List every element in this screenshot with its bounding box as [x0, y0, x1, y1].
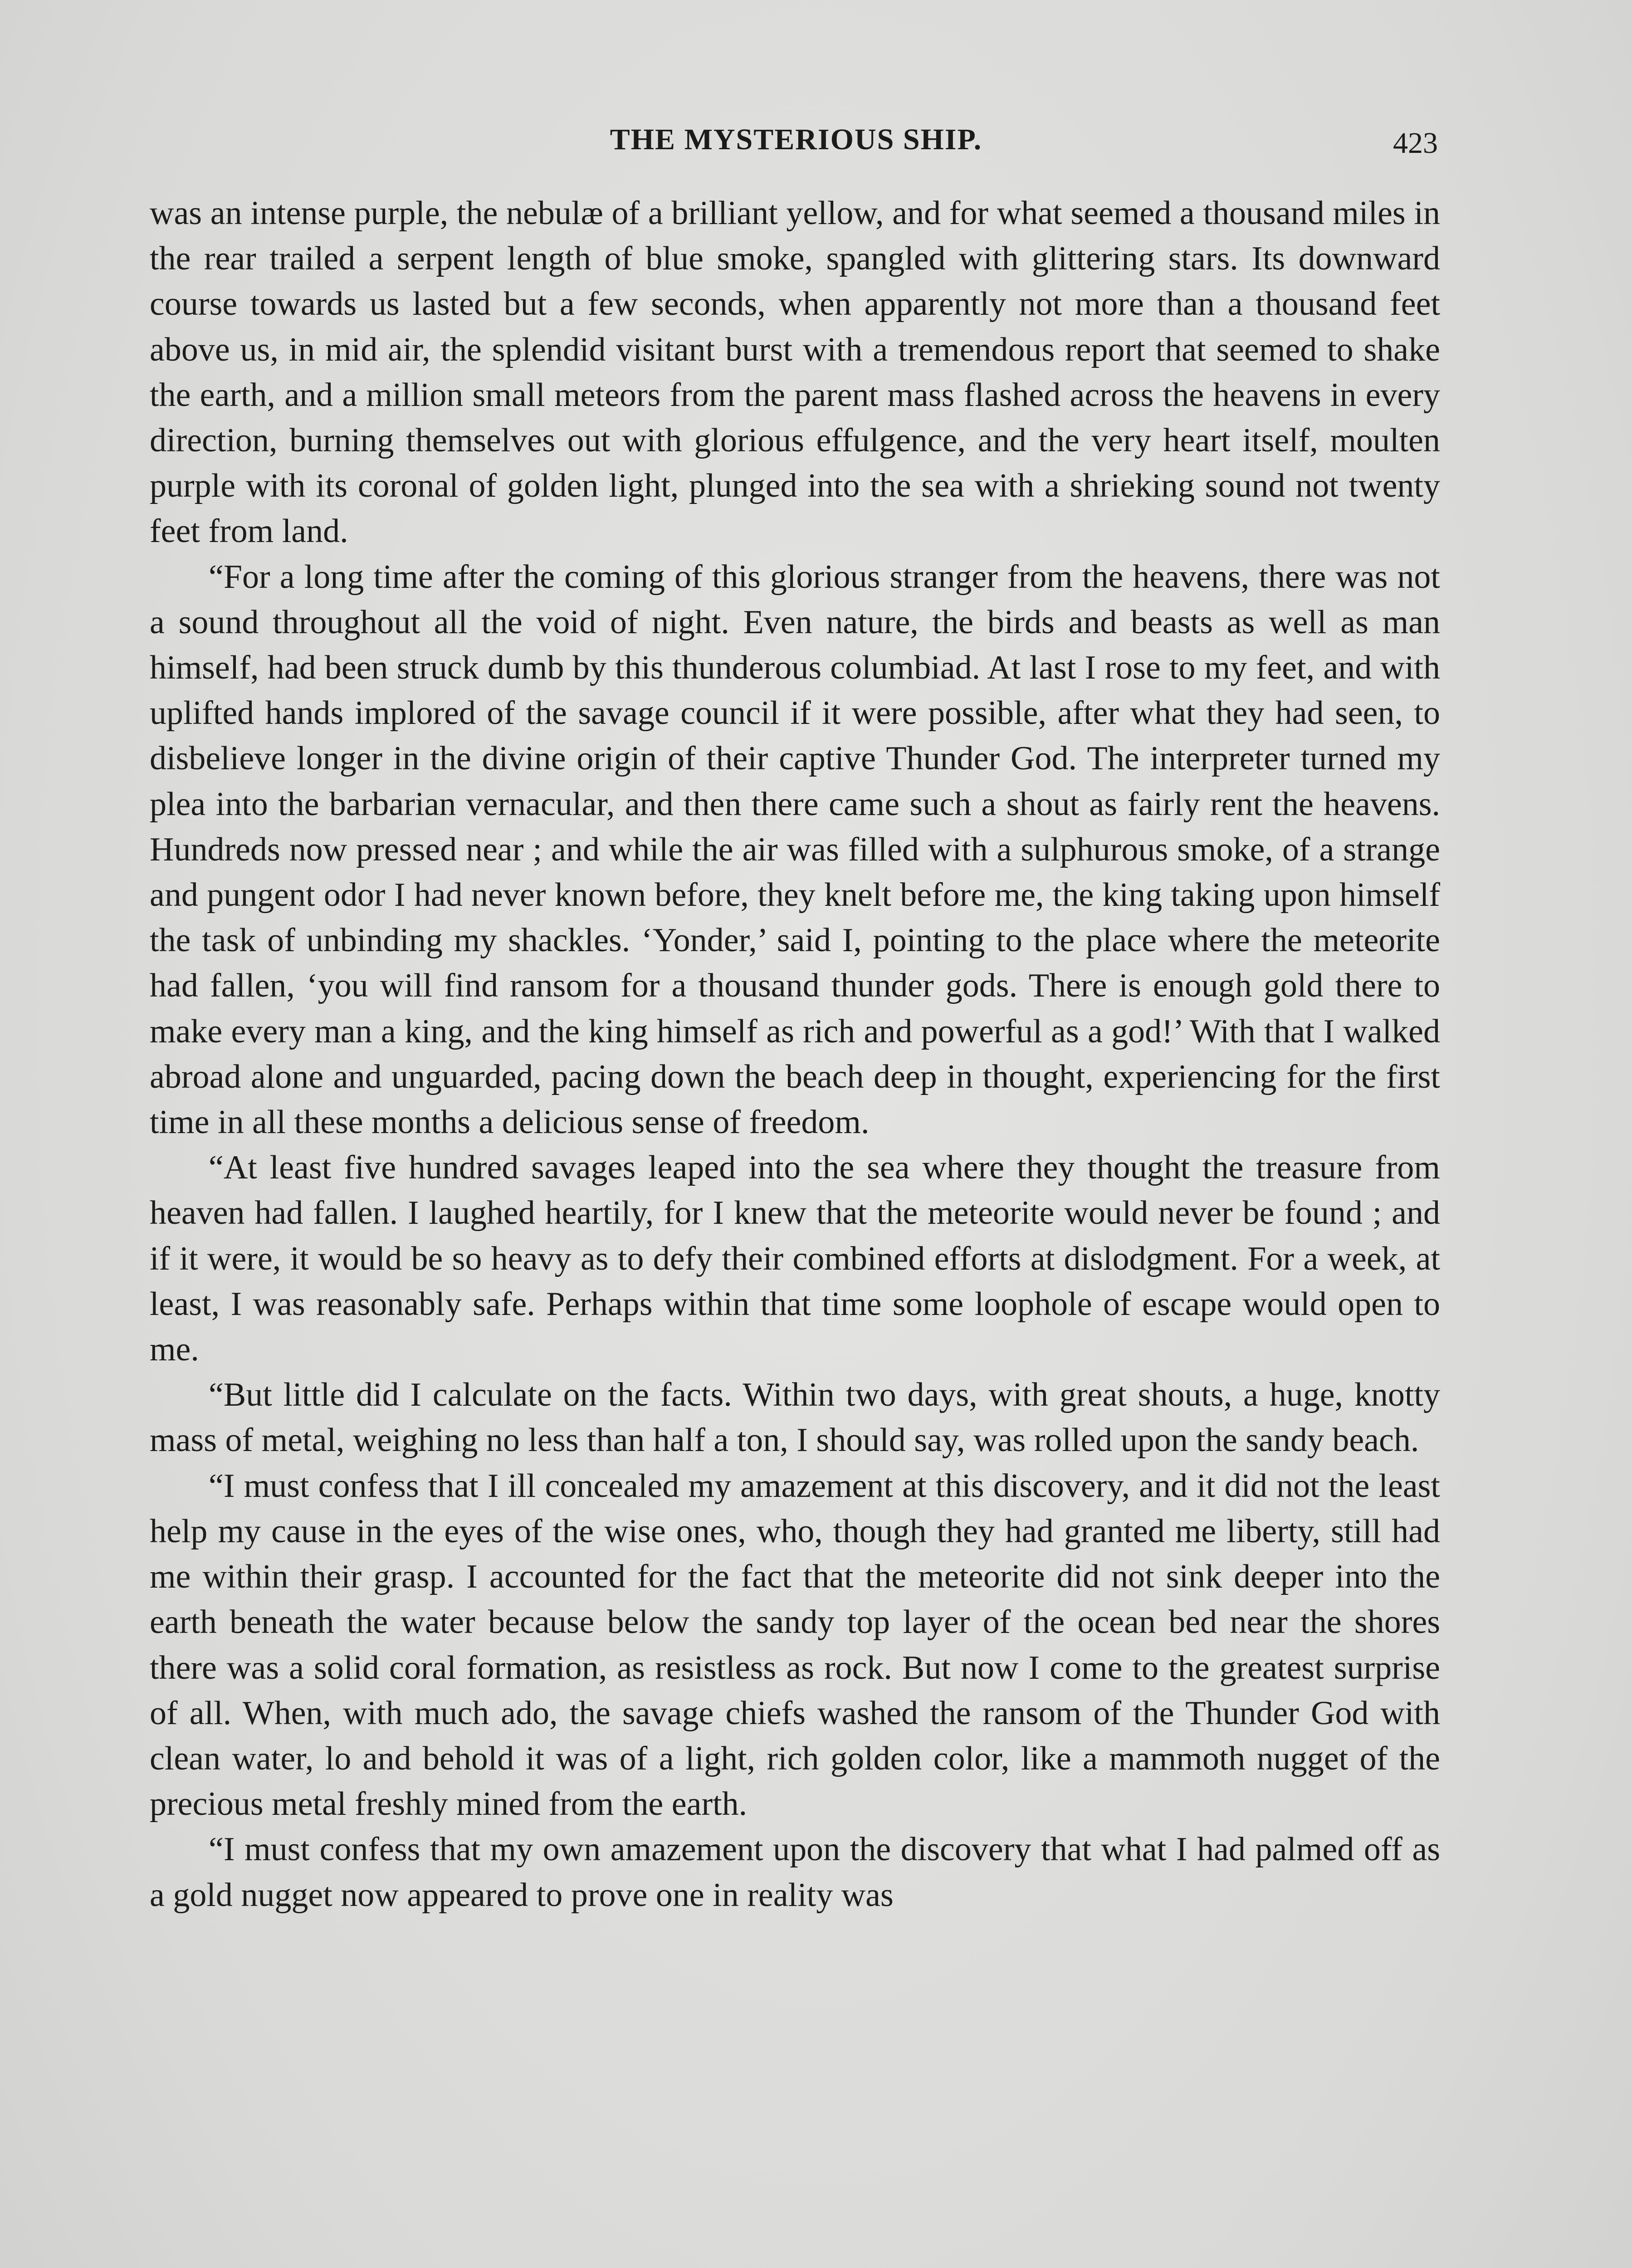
paragraph: was an intense purple, the nebulæ of a brilliant yellow, and for what seemed a thousand miles in the rear trailed a serpent length of blue smoke, spangled with glittering stars. Its downward course towards us lasted but a few seconds, when apparently not more than a thousand feet above us, in mid air, the splendid visitant burst with a tremendous report that seemed to shake the earth, and a million small meteors from the parent mass flashed across the heavens in every direction, burning themselves out with glorious effulgence, and the very heart itself, moulten purple with its coronal of golden light, plunged into the sea with a shrieking sound not twenty feet from land. — [150, 195, 1440, 550]
body-text — [150, 191, 1440, 1918]
running-title: THE MYSTERIOUS SHIP. — [610, 123, 982, 156]
paragraph: “I must confess that my own amazement upon the discovery that what I had palmed off as a gold nugget now appeared to prove one in reality was — [150, 1831, 1440, 1914]
paragraph: “But little did I calculate on the facts. Within two days, with great shouts, a huge, knotty mass of metal, weighing no less than half a ton, I should say, was rolled upon the sandy beach. — [150, 1376, 1440, 1459]
page-header — [154, 122, 1438, 172]
page-number: 423 — [1393, 127, 1438, 160]
paragraph: “At least five hundred savages leaped into the sea where they thought the treasure from heaven had fallen. I laughed heartily, for I knew that the meteorite would never be found ; and if it were, it would be so heavy as to defy their combined efforts at dislodgment. For a week, at least, I was reasonably safe. Perhaps within that time some loophole of escape would open to me. — [150, 1149, 1440, 1369]
paragraph: “For a long time after the coming of this glorious stranger from the heavens, there was not a sound throughout all the void of night. Even nature, the birds and beasts as well as man himself, had been struck dumb by this thunderous columbiad. At last I rose to my feet, and with uplifted hands implored of the savage council if it were possible, after what they had seen, to disbelieve longer in the divine origin of their captive Thunder God. The interpreter turned my plea into the barbarian vernacular, and then there came such a shout as fairly rent the heavens. Hundreds now pressed near ; and while the air was filled with a sulphurous smoke, of a strange and pungent odor I had never known before, they knelt before me, the king taking upon himself the task of unbinding my shackles. ‘Yonder,’ said I, pointing to the place where the meteorite had fallen, ‘you will find ransom for a thousand thunder gods. There is enough gold there to make every man a king, and the king himself as rich and powerful as a god!’ With that I walked abroad alone and unguarded, pacing down the beach deep in thought, experiencing for the first time in all these months a delicious sense of freedom. — [150, 558, 1440, 1141]
paragraph: “I must confess that I ill concealed my amazement at this discovery, and it did not the least help my cause in the eyes of the wise ones, who, though they had granted me liberty, still had me within their grasp. I accounted for the fact that the meteorite did not sink deeper into the earth beneath the water because below the sandy top layer of the ocean bed near the shores there was a solid coral formation, as resistless as rock. But now I come to the greatest surprise of all. When, with much ado, the savage chiefs washed the ransom of the Thunder God with clean water, lo and behold it was of a light, rich golden color, like a mammoth nugget of the precious metal freshly mined from the earth. — [150, 1467, 1440, 1823]
